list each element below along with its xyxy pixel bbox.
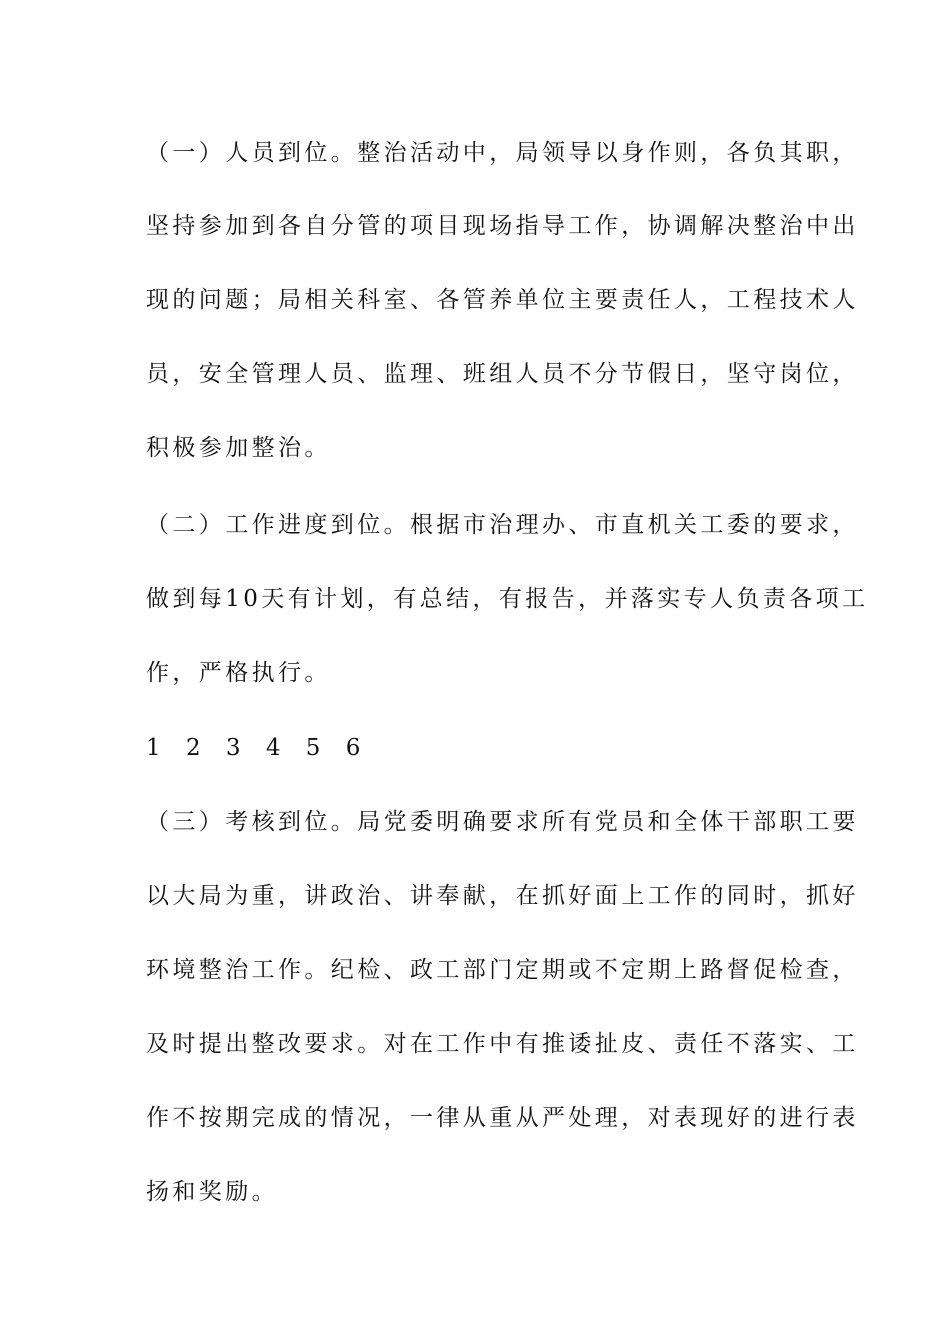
paragraph-1-line-2: 坚持参加到各自分管的项目现场指导工作，协调解决整治中出 [146,213,859,239]
page-numbers-line: 1 2 3 4 5 6 [146,735,370,761]
paragraph-3-line-5: 作不按期完成的情况，一律从重从严处理，对表现好的进行表 [146,1105,859,1131]
paragraph-3-line-6: 扬和奖励。 [146,1179,278,1205]
paragraph-1-line-3: 现的问题；局相关科室、各管养单位主要责任人，工程技术人 [146,287,859,313]
paragraph-1-line-5: 积极参加整治。 [146,435,331,461]
paragraph-3-line-2: 以大局为重，讲政治、讲奉献，在抓好面上工作的同时，抓好 [146,883,859,909]
paragraph-2-line-2: 做到每10天有计划，有总结，有报告，并落实专人负责各项工 [146,586,869,612]
paragraph-1-line-4: 员，安全管理人员、监理、班组人员不分节假日，坚守岗位， [146,361,859,387]
paragraph-2-line-3: 作，严格执行。 [146,660,331,686]
paragraph-3-line-4: 及时提出整改要求。对在工作中有推诿扯皮、责任不落实、工 [146,1031,859,1057]
paragraph-3-line-3: 环境整治工作。纪检、政工部门定期或不定期上路督促检查， [146,957,859,983]
paragraph-1-line-1: （一）人员到位。整治活动中，局领导以身作则，各负其职， [146,140,859,166]
paragraph-3-line-1: （三）考核到位。局党委明确要求所有党员和全体干部职工要 [146,809,859,835]
paragraph-2-line-1: （二）工作进度到位。根据市治理办、市直机关工委的要求， [146,512,859,538]
